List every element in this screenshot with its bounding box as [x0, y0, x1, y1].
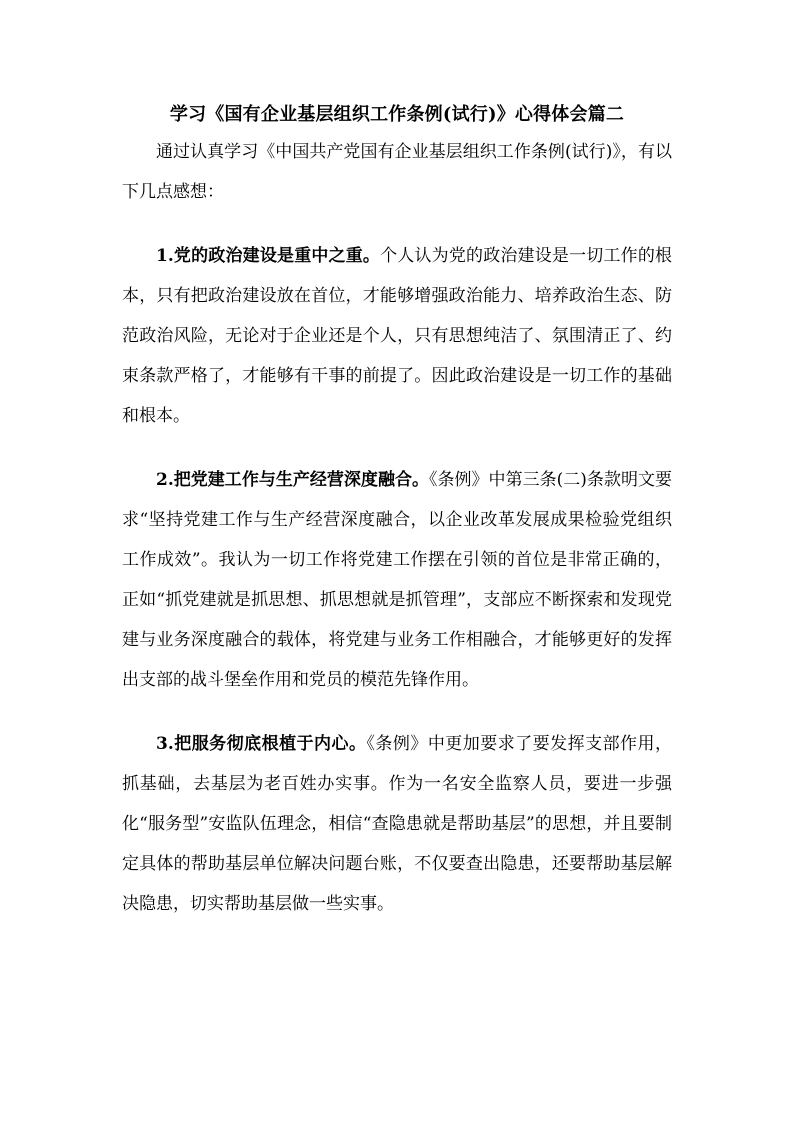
section-2-body: 《条例》中第三条(二)条款明文要求“坚持党建工作与生产经营深度融合，以企业改革发展成果检验党组织工作成效”。我认为一切工作将党建工作摆在引领的首位是非常正确的，正如“抓党建就是抓思想、抓思想就是抓管理”，支部应不断探索和发现党建与业务深度融合的载体，将党建与业务工作相融合，才能够更好的发挥出支部的战斗堡垒作用和党员的模范先锋作用。 [122, 470, 672, 690]
section-3-paragraph [122, 724, 672, 924]
section-1-paragraph [122, 236, 672, 436]
section-3-body: 《条例》中更加要求了要发挥支部作用，抓基础，去基层为老百姓办实事。作为一名安全监察人员，要进一步强化“服务型”安监队伍理念，相信“查隐患就是帮助基层”的思想，并且要制定具体的帮助基层单位解决问题台账，不仅要查出隐患，还要帮助基层解决隐患，切实帮助基层做一些实事。 [122, 734, 672, 914]
section-1-lead: 1.党的政治建设是重中之重。 [156, 246, 381, 266]
document-title: 学习《国有企业基层组织工作条例(试行)》心得体会篇二 [169, 104, 625, 125]
section-1-body: 个人认为党的政治建设是一切工作的根本，只有把政治建设放在首位，才能够增强政治能力、培养政治生态、防范政治风险，无论对于企业还是个人，只有思想纯洁了、氛围清正了、约束条款严格了，才能够有干事的前提了。因此政治建设是一切工作的基础和根本。 [122, 246, 673, 426]
section-2-lead: 2.把党建工作与生产经营深度融合。 [156, 470, 429, 490]
intro-paragraph: 通过认真学习《中国共产党国有企业基层组织工作条例(试行)》，有以下几点感想： [122, 142, 672, 202]
section-2-paragraph [122, 460, 672, 700]
section-3-lead: 3.把服务彻底根植于内心。 [156, 734, 367, 754]
